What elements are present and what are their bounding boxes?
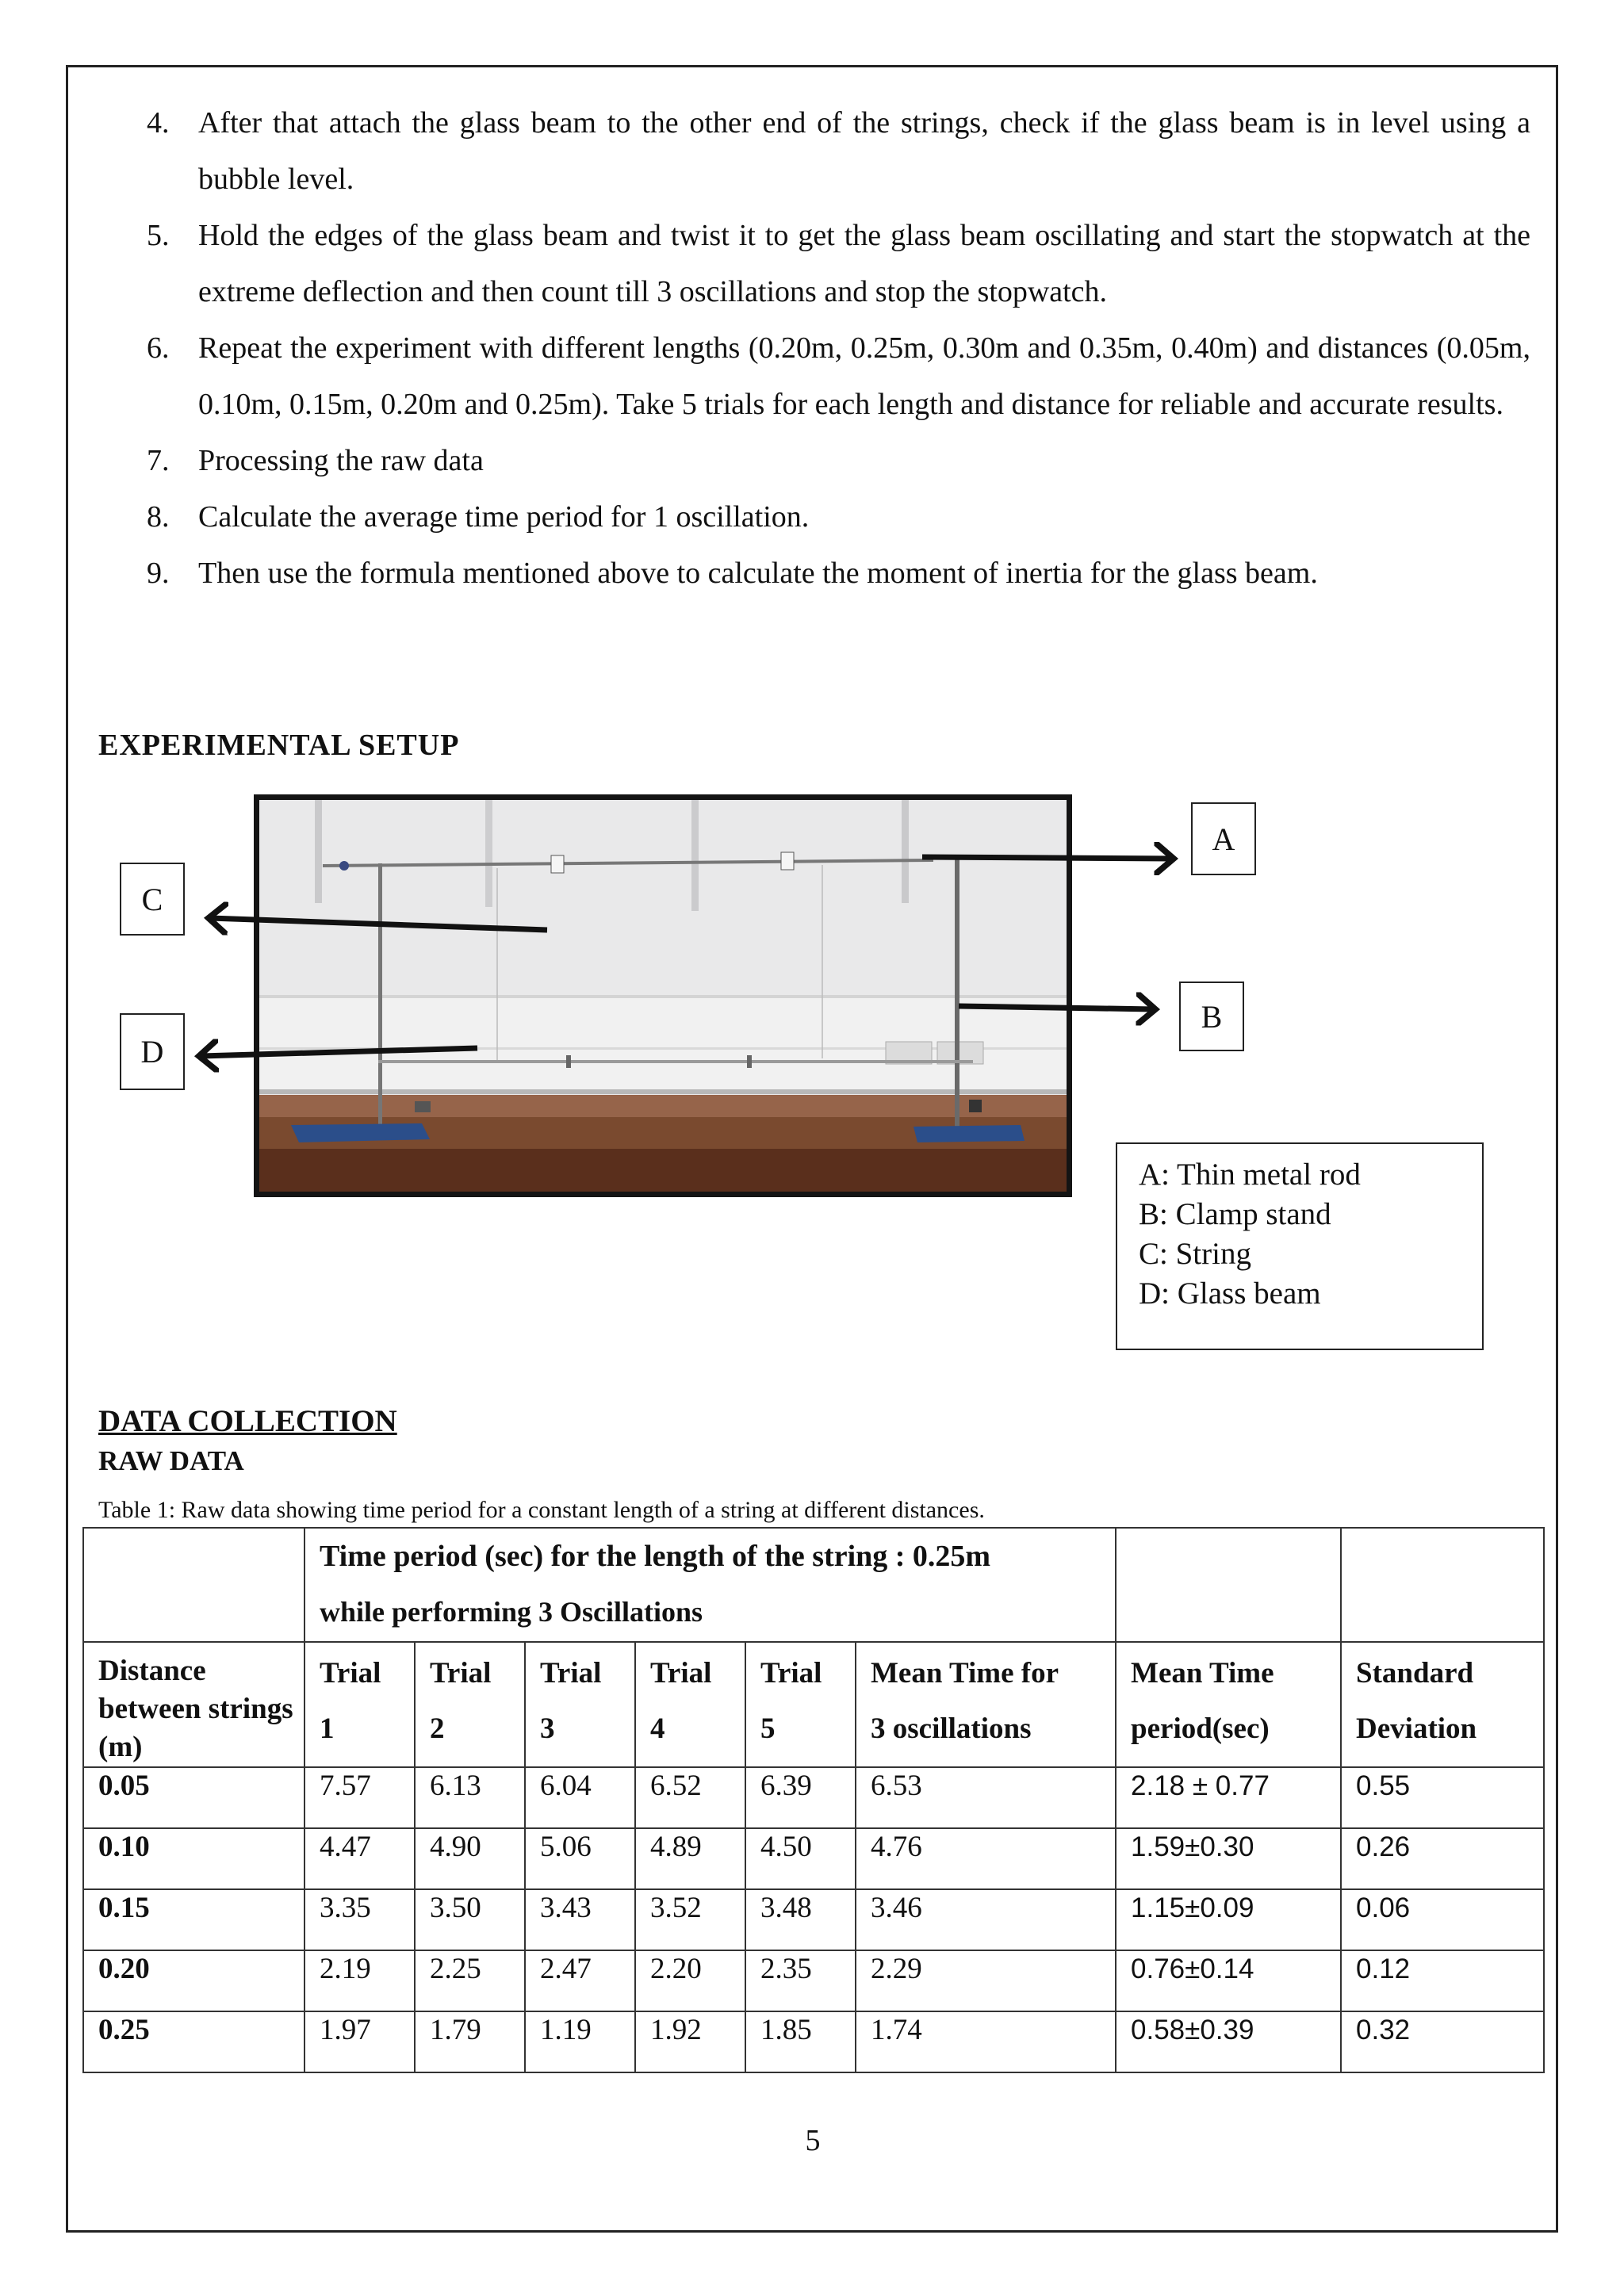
trial-cell: 4.90 xyxy=(415,1828,525,1889)
table-caption: Table 1: Raw data showing time period for a constant length of a string at different distances. xyxy=(98,1497,985,1523)
arrow-a xyxy=(922,857,1172,859)
trial-cell: 1.19 xyxy=(525,2011,635,2072)
empty-cell xyxy=(1341,1528,1544,1642)
trial-cell: 1.97 xyxy=(304,2011,415,2072)
step-text: Repeat the experiment with different lengths (0.20m, 0.25m, 0.30m and 0.35m, 0.40m) and distances (0.05m, 0.10m, 0.15m, 0.20m and 0.25m). Take 5 trials for each length and distance for reliable and accurate results. xyxy=(198,331,1530,421)
table-row xyxy=(83,1950,1544,2011)
step-text: Then use the formula mentioned above to calculate the moment of inertia for the glass beam. xyxy=(198,557,1318,590)
header-line: Standard xyxy=(1356,1657,1474,1689)
header-mean-3-oscillations xyxy=(856,1642,1116,1767)
table-title-row xyxy=(83,1528,1544,1642)
mean-period-cell: 0.58±0.39 xyxy=(1116,2011,1341,2072)
mean-3-cell: 3.46 xyxy=(856,1889,1116,1950)
trial-word: Trial xyxy=(650,1657,712,1689)
step-text: Hold the edges of the glass beam and twist it to get the glass beam oscillating and start the stopwatch at the extreme deflection and then count till 3 oscillations and stop the stopwatch. xyxy=(198,219,1530,308)
distance-cell: 0.25 xyxy=(83,2011,304,2072)
column-header-row xyxy=(83,1642,1544,1767)
step-number: 5. xyxy=(147,219,170,252)
trial-cell: 1.92 xyxy=(635,2011,745,2072)
mean-period-cell: 1.15±0.09 xyxy=(1116,1889,1341,1950)
trial-cell: 1.79 xyxy=(415,2011,525,2072)
trial-cell: 6.39 xyxy=(745,1767,856,1828)
arrow-d xyxy=(201,1048,477,1056)
trial-cell: 2.47 xyxy=(525,1950,635,2011)
step-number: 8. xyxy=(147,500,170,534)
merged-header-cell xyxy=(304,1528,1116,1642)
step-text: After that attach the glass beam to the other end of the strings, check if the glass beam is in level using a bubble level. xyxy=(198,106,1530,196)
std-cell: 0.55 xyxy=(1341,1767,1544,1828)
header-line: Mean Time for xyxy=(871,1657,1059,1689)
mean-3-cell: 2.29 xyxy=(856,1950,1116,2011)
header-trial-2 xyxy=(415,1642,525,1767)
header-mean-period xyxy=(1116,1642,1341,1767)
trial-cell: 6.04 xyxy=(525,1767,635,1828)
step-number: 4. xyxy=(147,106,170,140)
std-cell: 0.12 xyxy=(1341,1950,1544,2011)
setup-heading: EXPERIMENTAL SETUP xyxy=(98,729,460,762)
header-line: period(sec) xyxy=(1131,1712,1270,1745)
trial-cell: 6.52 xyxy=(635,1767,745,1828)
arrow-b xyxy=(959,1006,1154,1009)
empty-cell xyxy=(83,1528,304,1642)
page-number: 5 xyxy=(805,2124,821,2157)
legend-item: C: String xyxy=(1139,1237,1251,1271)
trial-cell: 3.52 xyxy=(635,1889,745,1950)
merged-header-line1: Time period (sec) for the length of the string : 0.25m xyxy=(320,1540,991,1573)
trial-cell: 4.47 xyxy=(304,1828,415,1889)
label-a: A xyxy=(1191,802,1256,875)
header-std-deviation xyxy=(1341,1642,1544,1767)
distance-cell: 0.10 xyxy=(83,1828,304,1889)
trial-number: 5 xyxy=(760,1712,776,1745)
header-line: Mean Time xyxy=(1131,1657,1274,1689)
raw-data-table xyxy=(82,1527,1545,2073)
trial-cell: 4.89 xyxy=(635,1828,745,1889)
legend-item: B: Clamp stand xyxy=(1139,1197,1331,1231)
trial-cell: 2.19 xyxy=(304,1950,415,2011)
label-d: D xyxy=(120,1013,185,1090)
table-row xyxy=(83,1767,1544,1828)
header-line: Deviation xyxy=(1356,1712,1477,1745)
header-trial-1 xyxy=(304,1642,415,1767)
data-collection-heading: DATA COLLECTION xyxy=(98,1404,397,1438)
mean-period-cell: 2.18 ± 0.77 xyxy=(1116,1767,1341,1828)
header-line: 3 oscillations xyxy=(871,1712,1032,1745)
step-number: 7. xyxy=(147,444,170,477)
raw-data-heading: RAW DATA xyxy=(98,1445,244,1476)
distance-cell: 0.05 xyxy=(83,1767,304,1828)
trial-word: Trial xyxy=(430,1657,492,1689)
legend-item: A: Thin metal rod xyxy=(1139,1158,1361,1192)
trial-number: 3 xyxy=(540,1712,555,1745)
trial-cell: 3.50 xyxy=(415,1889,525,1950)
trial-cell: 7.57 xyxy=(304,1767,415,1828)
step-text: Calculate the average time period for 1 oscillation. xyxy=(198,500,810,534)
distance-cell: 0.15 xyxy=(83,1889,304,1950)
std-cell: 0.32 xyxy=(1341,2011,1544,2072)
arrow-c xyxy=(210,918,547,930)
trial-cell: 6.13 xyxy=(415,1767,525,1828)
merged-header-line2: while performing 3 Oscillations xyxy=(320,1596,703,1628)
trial-number: 4 xyxy=(650,1712,665,1745)
std-cell: 0.26 xyxy=(1341,1828,1544,1889)
mean-3-cell: 4.76 xyxy=(856,1828,1116,1889)
header-trial-3 xyxy=(525,1642,635,1767)
setup-legend xyxy=(1116,1142,1484,1350)
trial-cell: 5.06 xyxy=(525,1828,635,1889)
step-number: 9. xyxy=(147,557,170,590)
header-trial-5 xyxy=(745,1642,856,1767)
trial-word: Trial xyxy=(760,1657,822,1689)
empty-cell xyxy=(1116,1528,1341,1642)
trial-word: Trial xyxy=(540,1657,602,1689)
trial-cell: 2.35 xyxy=(745,1950,856,2011)
trial-cell: 3.48 xyxy=(745,1889,856,1950)
header-distance: Distance between strings (m) xyxy=(83,1642,304,1767)
header-trial-4 xyxy=(635,1642,745,1767)
mean-3-cell: 6.53 xyxy=(856,1767,1116,1828)
trial-cell: 2.25 xyxy=(415,1950,525,2011)
label-c: C xyxy=(120,863,185,936)
mean-3-cell: 1.74 xyxy=(856,2011,1116,2072)
trial-cell: 2.20 xyxy=(635,1950,745,2011)
trial-cell: 3.35 xyxy=(304,1889,415,1950)
std-cell: 0.06 xyxy=(1341,1889,1544,1950)
table-row xyxy=(83,2011,1544,2072)
trial-cell: 3.43 xyxy=(525,1889,635,1950)
trial-cell: 1.85 xyxy=(745,2011,856,2072)
trial-cell: 4.50 xyxy=(745,1828,856,1889)
legend-item: D: Glass beam xyxy=(1139,1276,1321,1311)
step-number: 6. xyxy=(147,331,170,365)
trial-word: Trial xyxy=(320,1657,381,1689)
label-b: B xyxy=(1179,982,1244,1051)
mean-period-cell: 1.59±0.30 xyxy=(1116,1828,1341,1889)
distance-cell: 0.20 xyxy=(83,1950,304,2011)
trial-number: 1 xyxy=(320,1712,335,1745)
trial-number: 2 xyxy=(430,1712,445,1745)
table-row xyxy=(83,1828,1544,1889)
table-row xyxy=(83,1889,1544,1950)
step-text: Processing the raw data xyxy=(198,444,484,477)
mean-period-cell: 0.76±0.14 xyxy=(1116,1950,1341,2011)
